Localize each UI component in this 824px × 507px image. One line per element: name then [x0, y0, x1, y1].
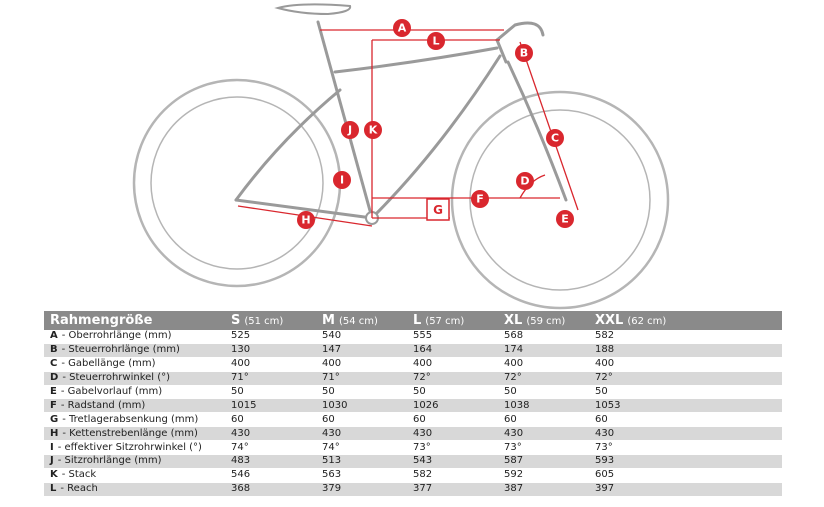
cell-value: 587	[498, 455, 589, 469]
cell-value: 582	[589, 330, 782, 343]
row-label	[44, 330, 225, 343]
svg-text:A: A	[397, 21, 407, 35]
cell-value: 74°	[225, 441, 316, 455]
cell-value: 130	[225, 343, 316, 357]
row-code: A	[50, 330, 58, 342]
cell-value: 430	[316, 427, 407, 441]
cell-value: 593	[589, 455, 782, 469]
row-label	[44, 371, 225, 385]
cell-value: 73°	[589, 441, 782, 455]
row-label-text: - Gabelvorlauf (mm)	[60, 386, 163, 397]
cell-value: 397	[589, 482, 782, 496]
table-row	[44, 330, 782, 343]
cell-value: 60	[498, 413, 589, 427]
cell-value: 400	[316, 357, 407, 371]
svg-text:B: B	[519, 46, 529, 60]
cell-value: 71°	[225, 371, 316, 385]
cell-value: 430	[225, 427, 316, 441]
row-code: H	[50, 427, 59, 439]
row-code: E	[50, 386, 57, 397]
svg-text:D: D	[520, 174, 530, 188]
marker-l	[427, 32, 445, 50]
marker-f	[471, 190, 489, 208]
row-label	[44, 357, 225, 371]
row-label-text: - Stack	[61, 469, 97, 481]
row-label	[44, 343, 225, 357]
cell-value: 1015	[225, 399, 316, 413]
cell-value: 400	[225, 357, 316, 371]
row-code: L	[50, 483, 57, 495]
cell-value: 50	[225, 385, 316, 399]
row-code: I	[50, 441, 54, 453]
cell-value: 71°	[316, 371, 407, 385]
row-code: K	[50, 469, 58, 481]
row-label-text: - Steuerrohrwinkel (°)	[62, 372, 171, 384]
header-frame-size: Rahmengröße	[44, 311, 225, 330]
row-label-text: - Reach	[60, 483, 98, 495]
row-label	[44, 455, 225, 469]
cell-value: 430	[407, 427, 498, 441]
cell-value: 72°	[589, 371, 782, 385]
table-row	[44, 468, 782, 482]
marker-b	[515, 44, 533, 62]
cell-value: 74°	[316, 441, 407, 455]
header-size: L (57 cm)	[407, 311, 498, 330]
row-label-text: - Oberrohrlänge (mm)	[61, 330, 172, 342]
saddle	[278, 4, 350, 14]
marker-a	[393, 19, 411, 37]
row-label	[44, 468, 225, 482]
cell-value: 563	[316, 468, 407, 482]
row-label-text: - Steuerrohrlänge (mm)	[61, 344, 180, 356]
marker-c	[546, 129, 564, 147]
cell-value: 73°	[498, 441, 589, 455]
cell-value: 164	[407, 343, 498, 357]
svg-text:E: E	[561, 212, 569, 226]
marker-g	[427, 199, 449, 220]
svg-text:F: F	[476, 192, 484, 206]
cell-value: 377	[407, 482, 498, 496]
cell-value: 1038	[498, 399, 589, 413]
cell-value: 60	[589, 413, 782, 427]
row-code: J	[50, 455, 54, 467]
row-label-text: - Tretlagerabsenkung (mm)	[62, 413, 199, 425]
marker-k	[364, 121, 382, 139]
header-size: S (51 cm)	[225, 311, 316, 330]
svg-text:L: L	[432, 34, 440, 48]
svg-text:H: H	[301, 213, 311, 227]
row-label-text: - Kettenstrebenlänge (mm)	[62, 427, 198, 439]
row-label-text: - Sitzrohrlänge (mm)	[57, 455, 162, 467]
cell-value: 543	[407, 455, 498, 469]
header-size: XXL (62 cm)	[589, 311, 782, 330]
cell-value: 568	[498, 330, 589, 343]
marker-i	[333, 171, 351, 189]
table-row	[44, 343, 782, 357]
row-code: B	[50, 344, 58, 356]
cell-value: 72°	[498, 371, 589, 385]
cell-value: 582	[407, 468, 498, 482]
row-label	[44, 385, 225, 399]
cell-value: 605	[589, 468, 782, 482]
marker-j	[341, 121, 359, 139]
row-label	[44, 427, 225, 441]
svg-text:C: C	[550, 131, 560, 145]
table-header-row	[44, 311, 782, 330]
row-code: F	[50, 399, 57, 411]
table-row	[44, 385, 782, 399]
row-label-text: - effektiver Sitzrohrwinkel (°)	[57, 441, 202, 453]
row-label	[44, 482, 225, 496]
cell-value: 1053	[589, 399, 782, 413]
svg-text:K: K	[368, 123, 378, 137]
table-row	[44, 482, 782, 496]
svg-text:G: G	[433, 203, 443, 217]
cell-value: 50	[316, 385, 407, 399]
cell-value: 483	[225, 455, 316, 469]
cell-value: 1026	[407, 399, 498, 413]
cell-value: 60	[407, 413, 498, 427]
cell-value: 147	[316, 343, 407, 357]
marker-d	[516, 172, 534, 190]
cell-value: 540	[316, 330, 407, 343]
cell-value: 1030	[316, 399, 407, 413]
cell-value: 73°	[407, 441, 498, 455]
rear-wheel	[134, 80, 340, 286]
table-row	[44, 455, 782, 469]
row-label-text: - Gabellänge (mm)	[61, 358, 156, 370]
cell-value: 50	[589, 385, 782, 399]
marker-e	[556, 210, 574, 228]
cell-value: 60	[316, 413, 407, 427]
row-code: C	[50, 358, 58, 370]
table-row	[44, 427, 782, 441]
cell-value: 592	[498, 468, 589, 482]
row-label-text: - Radstand (mm)	[60, 399, 146, 411]
cell-value: 50	[407, 385, 498, 399]
cell-value: 555	[407, 330, 498, 343]
cell-value: 525	[225, 330, 316, 343]
cell-value: 430	[498, 427, 589, 441]
cell-value: 379	[316, 482, 407, 496]
table-row	[44, 413, 782, 427]
row-code: G	[50, 413, 59, 425]
table-row	[44, 441, 782, 455]
cell-value: 400	[498, 357, 589, 371]
row-code: D	[50, 372, 59, 384]
svg-text:J: J	[347, 123, 353, 137]
header-size: XL (59 cm)	[498, 311, 589, 330]
table-row	[44, 357, 782, 371]
row-label	[44, 413, 225, 427]
header-size: M (54 cm)	[316, 311, 407, 330]
cell-value: 60	[225, 413, 316, 427]
table-row	[44, 371, 782, 385]
marker-h	[297, 211, 315, 229]
cell-value: 430	[589, 427, 782, 441]
cell-value: 546	[225, 468, 316, 482]
cell-value: 72°	[407, 371, 498, 385]
table-row	[44, 399, 782, 413]
geometry-table	[44, 311, 782, 497]
cell-value: 50	[498, 385, 589, 399]
row-label	[44, 441, 225, 455]
cell-value: 400	[589, 357, 782, 371]
cell-value: 368	[225, 482, 316, 496]
row-label	[44, 399, 225, 413]
cell-value: 174	[498, 343, 589, 357]
cell-value: 513	[316, 455, 407, 469]
cell-value: 387	[498, 482, 589, 496]
svg-text:I: I	[339, 173, 345, 187]
cell-value: 400	[407, 357, 498, 371]
cell-value: 188	[589, 343, 782, 357]
